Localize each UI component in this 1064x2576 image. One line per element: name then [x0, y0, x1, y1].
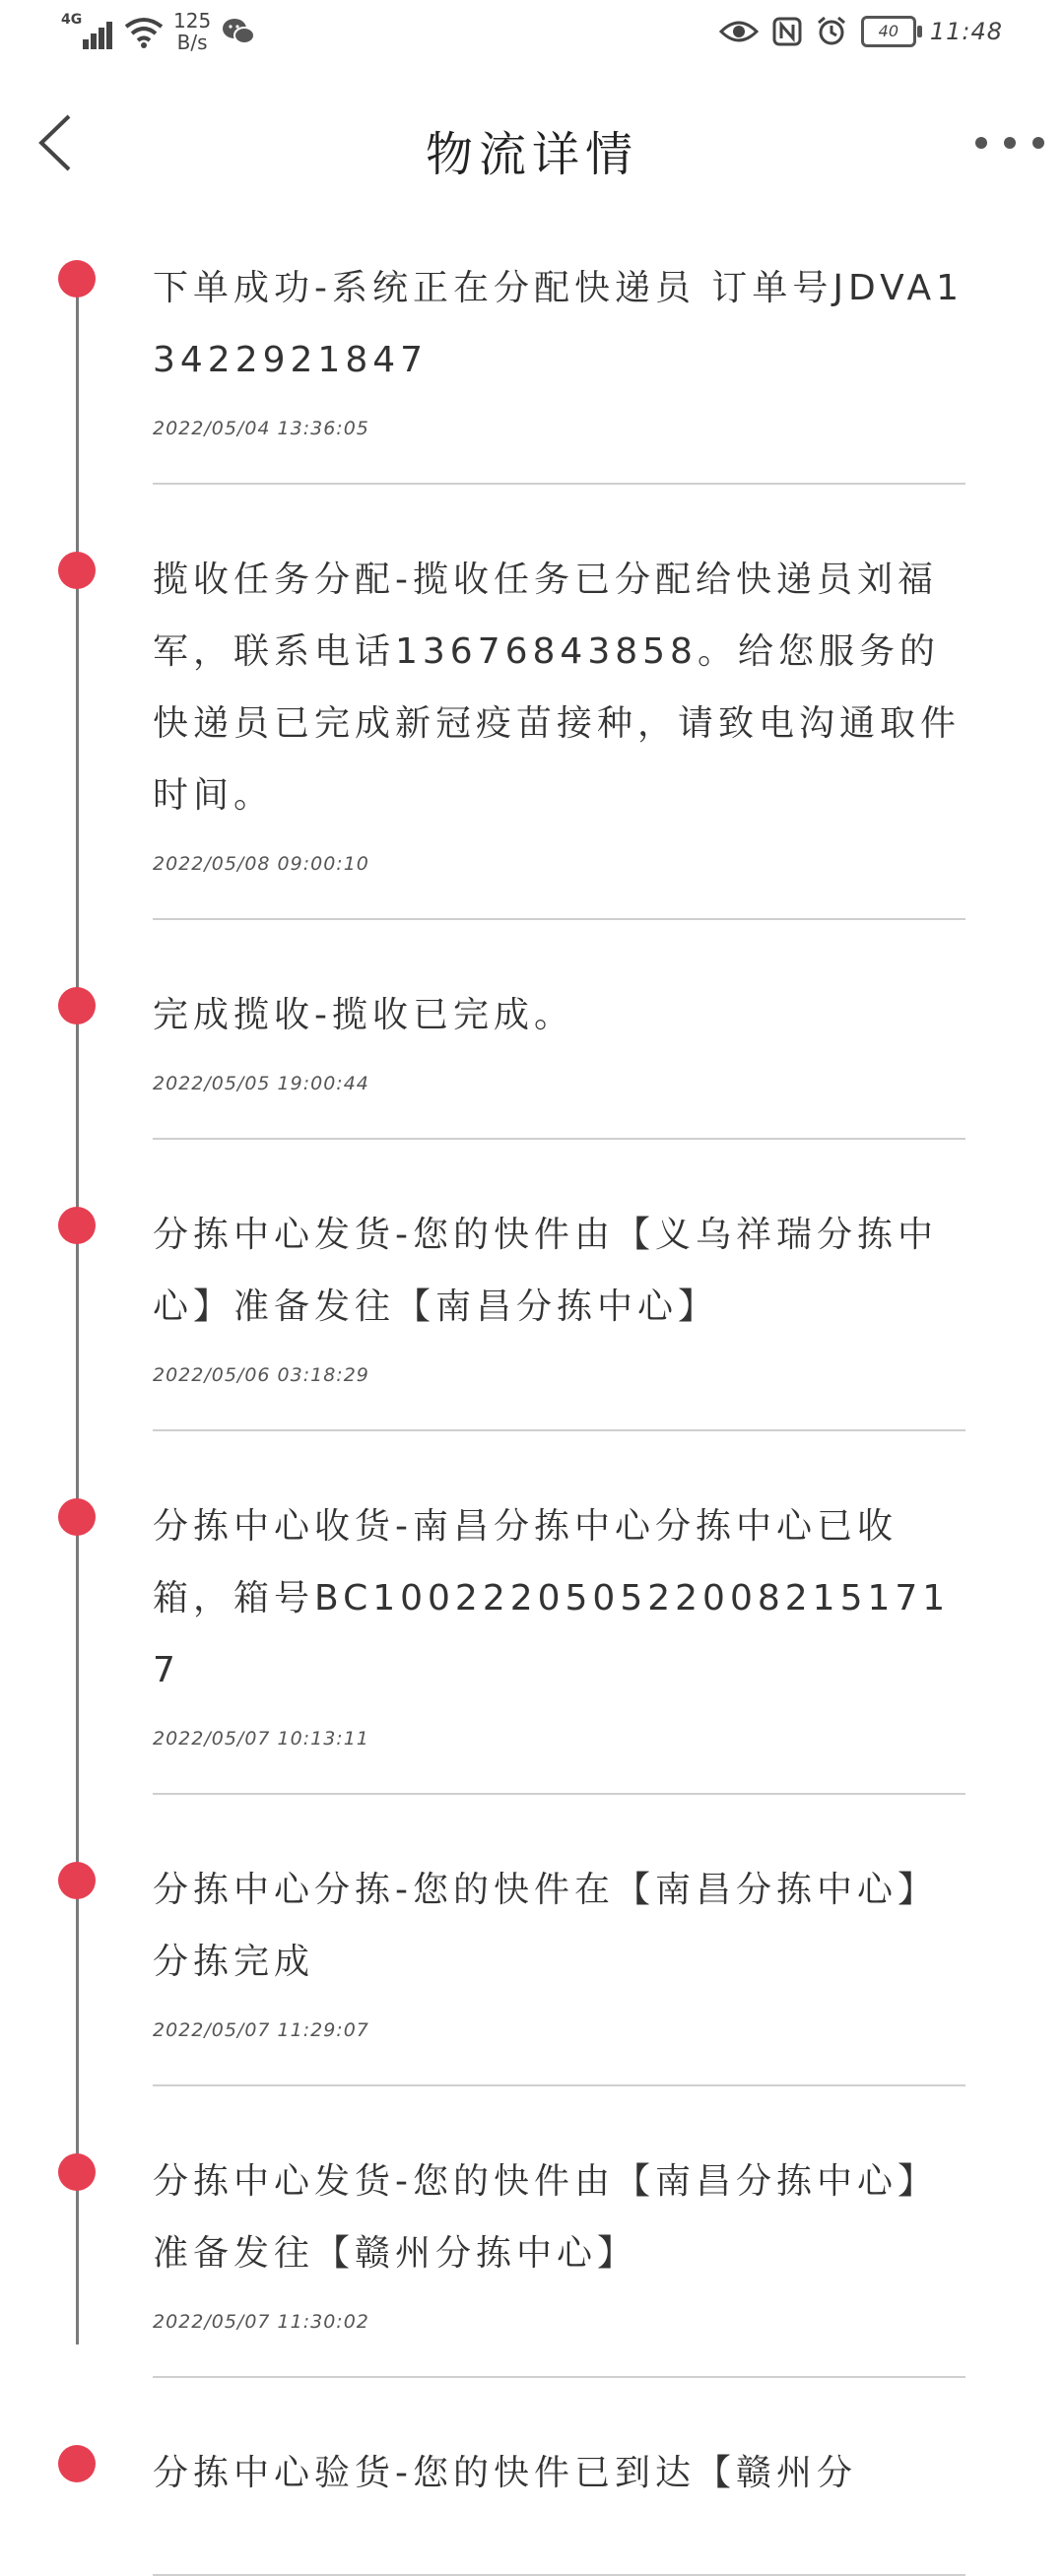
timeline-event — [153, 2130, 965, 2378]
more-options-button[interactable] — [975, 118, 1044, 167]
timeline-event — [153, 963, 965, 1140]
event-timestamp: 2022/05/08 09:00:10 — [153, 853, 369, 875]
timeline-event — [153, 1183, 965, 1431]
status-right — [719, 16, 1003, 47]
timeline-dot — [58, 1862, 96, 1899]
timeline-event — [153, 2421, 965, 2576]
timeline-event — [153, 1838, 965, 2086]
event-description: 下单成功-系统正在分配快递员 订单号JDVA13422921847 — [153, 268, 964, 380]
wifi-icon — [124, 15, 164, 48]
more-dots-icon — [975, 137, 987, 149]
timeline-dot — [58, 260, 96, 297]
cellular-signal-icon — [61, 10, 114, 53]
eye-comfort-icon — [719, 18, 759, 45]
wechat-icon — [221, 16, 256, 47]
event-timestamp: 2022/05/05 19:00:44 — [153, 1073, 369, 1094]
battery-icon — [861, 16, 916, 47]
event-description: 完成揽收-揽收已完成。 — [153, 995, 574, 1035]
event-description: 揽收任务分配-揽收任务已分配给快递员刘福军，联系电话13676843858。给您服务的快递员已完成新冠疫苗接种，请致电沟通取件时间。 — [153, 560, 962, 816]
event-timestamp: 2022/05/04 13:36:05 — [153, 418, 369, 439]
timeline-dot — [58, 2445, 96, 2482]
timeline-event — [153, 1475, 965, 1795]
event-description: 分拣中心发货-您的快件由【南昌分拣中心】准备发往【赣州分拣中心】 — [153, 2161, 938, 2274]
battery-level: 40 — [878, 22, 898, 40]
timeline-dot — [58, 2153, 96, 2191]
event-timestamp: 2022/05/06 03:18:29 — [153, 1364, 369, 1386]
timeline-dot — [58, 987, 96, 1024]
event-timestamp: 2022/05/07 11:30:02 — [153, 2311, 369, 2333]
network-speed — [173, 10, 211, 53]
page-title: 物流详情 — [425, 127, 638, 182]
event-description: 分拣中心分拣-您的快件在【南昌分拣中心】分拣完成 — [153, 1870, 938, 1982]
status-bar — [0, 0, 1064, 71]
nav-bar — [0, 89, 1064, 197]
status-time: 11:48 — [929, 18, 1003, 45]
network-speed-unit: B/s — [176, 31, 208, 54]
network-speed-value: 125 — [173, 9, 212, 33]
status-left — [61, 10, 256, 53]
timeline-dot — [58, 552, 96, 589]
timeline-dot — [58, 1207, 96, 1244]
event-description: 分拣中心验货-您的快件已到达【赣州分 — [153, 2453, 857, 2493]
timeline-event — [153, 236, 965, 485]
alarm-icon — [816, 16, 847, 47]
timeline-dot — [58, 1498, 96, 1536]
timeline-event — [153, 528, 965, 920]
event-description: 分拣中心发货-您的快件由【义乌祥瑞分拣中心】准备发往【南昌分拣中心】 — [153, 1215, 938, 1327]
event-description: 分拣中心收货-南昌分拣中心分拣中心已收箱，箱号BC1002220505220082151717 — [153, 1506, 951, 1690]
nfc-icon — [772, 17, 802, 46]
logistics-timeline — [0, 236, 1064, 2493]
event-timestamp: 2022/05/07 11:29:07 — [153, 2019, 369, 2041]
network-type-label: 4G — [61, 12, 83, 28]
event-timestamp: 2022/05/07 10:13:11 — [153, 1728, 369, 1750]
